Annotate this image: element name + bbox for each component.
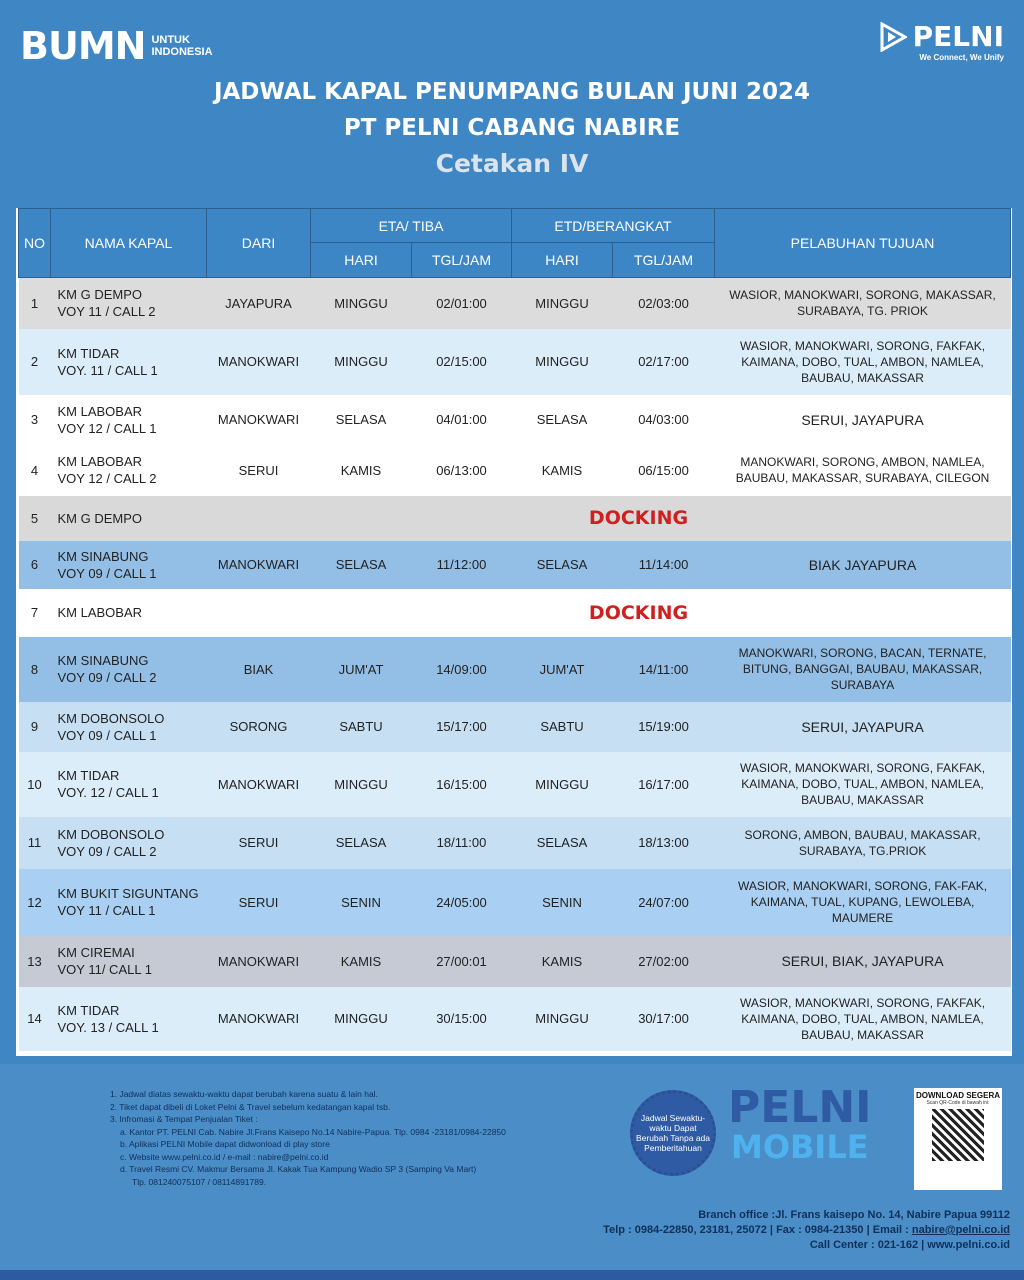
cell-dari: SERUI xyxy=(238,835,279,850)
ship-name: KM TIDAR xyxy=(57,1002,120,1018)
cell-etd_hari: MINGGU xyxy=(535,354,589,369)
voyage: VOY. 12 / CALL 1 xyxy=(57,785,159,800)
cell-tujuan: SORONG, AMBON, BAUBAU, MAKASSAR, SURABAYA, TG.PRIOK xyxy=(744,827,981,858)
table-row xyxy=(19,936,1011,987)
cell-tujuan: WASIOR, MANOKWARI, SORONG, FAK-FAK, KAIMANA, TUAL, KUPANG, LEWOLEBA, MAUMERE xyxy=(737,879,988,925)
cell-no: 13 xyxy=(27,953,42,969)
cell-eta_hari: JUM'AT xyxy=(338,661,384,677)
cell-no: 7 xyxy=(30,605,39,620)
cell-eta_hari: MINGGU xyxy=(334,1011,388,1026)
cell-tujuan: WASIOR, MANOKWARI, SORONG, MAKASSAR, SURABAYA, TG. PRIOK xyxy=(729,288,996,319)
cell-eta_tgl: 04/01:00 xyxy=(436,412,487,427)
cell-no: 9 xyxy=(30,719,39,734)
cell-etd_tgl: 24/07:00 xyxy=(638,894,689,910)
col-eta: ETA/ TIBA xyxy=(311,209,512,243)
cell-dari: MANOKWARI xyxy=(217,1011,300,1026)
cell-no: 6 xyxy=(30,557,39,572)
col-etd-hari: HARI xyxy=(512,243,613,278)
disclaimer-seal: Jadwal Sewaktu-waktu Dapat Berubah Tanpa ada Pemberitahuan xyxy=(630,1090,716,1176)
cell-kapal xyxy=(51,637,207,702)
cell-etd_hari: SELASA xyxy=(536,557,588,572)
cell-kapal xyxy=(51,395,207,445)
cell-eta_hari: KAMIS xyxy=(340,953,382,969)
cell-dari: MANOKWARI xyxy=(217,557,300,572)
table-row xyxy=(19,329,1011,395)
note: d. Travel Resmi CV. Makmur Bersama Jl. Kakak Tua Kampung Wadio SP 3 (Samping Va Mart) xyxy=(120,1164,477,1174)
footer xyxy=(0,1064,1024,1280)
cell-dari: BIAK xyxy=(243,661,274,677)
ship-name: KM LABOBAR xyxy=(57,403,143,419)
table-row xyxy=(19,395,1011,445)
cell-eta_hari: SENIN xyxy=(341,894,381,910)
cell-no: 8 xyxy=(30,661,39,677)
cell-eta_tgl: 02/01:00 xyxy=(436,295,487,311)
cell-eta_hari: MINGGU xyxy=(334,295,388,311)
note: 2. Tiket dapat dibeli di Loket Pelni & Travel sebelum kedatangan kapal tsb. xyxy=(110,1101,391,1112)
table-row xyxy=(19,278,1011,329)
cell-dari: MANOKWARI xyxy=(217,412,300,427)
note: 3. Infromasi & Tempat Penjualan Tiket : xyxy=(110,1114,258,1124)
cell-no: 12 xyxy=(27,894,42,910)
cell-etd_tgl: 30/17:00 xyxy=(638,1011,689,1026)
cell-tujuan: MANOKWARI, SORONG, AMBON, NAMLEA, BAUBAU, MAKASSAR, SURABAYA, CILEGON xyxy=(735,455,990,485)
cell-kapal xyxy=(51,987,207,1051)
table-row xyxy=(19,987,1011,1051)
voyage: VOY. 13 / CALL 1 xyxy=(57,1019,159,1035)
cell-tujuan: BIAK JAYAPURA xyxy=(808,556,917,573)
cell-dari: MANOKWARI xyxy=(217,354,300,369)
cell-tujuan: MANOKWARI, SORONG, BACAN, TERNATE, BITUNG, BANGGAI, BAUBAU, MAKASSAR, SURABAYA xyxy=(738,646,987,692)
col-dari: DARI xyxy=(207,209,311,278)
ship-name: KM LABOBAR xyxy=(57,454,143,469)
cell-etd_hari: MINGGU xyxy=(535,776,589,792)
cell-kapal: KM LABOBAR xyxy=(57,605,143,620)
voyage: VOY 09 / CALL 2 xyxy=(57,843,157,859)
cell-tujuan: WASIOR, MANOKWARI, SORONG, FAKFAK, KAIMANA, DOBO, TUAL, AMBON, NAMLEA, BAUBAU, MAKASSAR xyxy=(739,338,986,385)
col-nama-kapal: NAMA KAPAL xyxy=(51,209,207,278)
cell-eta_tgl: 16/15:00 xyxy=(436,776,487,792)
cell-dari: MANOKWARI xyxy=(217,953,300,969)
bumn-logo: BUMN UNTUK INDONESIA xyxy=(20,24,213,68)
cell-kapal xyxy=(51,541,207,589)
cell-no: 10 xyxy=(27,776,42,792)
cell-tujuan: SERUI, JAYAPURA xyxy=(801,411,924,428)
cell-kapal xyxy=(51,936,207,987)
cell-dari: SERUI xyxy=(238,462,279,478)
pelni-logo: PELNI We Connect, We Unify xyxy=(879,20,1004,62)
cell-eta_hari: SELASA xyxy=(335,557,387,572)
schedule-table-container xyxy=(16,208,1012,1056)
note: c. Website www.pelni.co.id / e-mail : nabire@pelni.co.id xyxy=(120,1151,329,1162)
cell-etd_tgl: 02/17:00 xyxy=(638,354,689,369)
cell-etd_hari: SABTU xyxy=(540,719,584,734)
ship-name: KM TIDAR xyxy=(57,345,120,361)
cell-etd_tgl: 18/13:00 xyxy=(638,835,689,850)
cell-eta_tgl: 24/05:00 xyxy=(436,894,487,910)
cell-eta_tgl: 14/09:00 xyxy=(436,661,487,677)
table-row xyxy=(19,541,1011,589)
cell-no: 5 xyxy=(30,510,39,526)
title: JADWAL KAPAL PENUMPANG BULAN JUNI 2024 xyxy=(213,79,811,105)
cell-no: 4 xyxy=(30,462,39,478)
cell-etd_hari: KAMIS xyxy=(541,462,583,478)
table-row xyxy=(19,752,1011,817)
voyage: VOY 09 / CALL 1 xyxy=(57,565,157,581)
table-row xyxy=(19,702,1011,752)
cell-no: 2 xyxy=(30,354,39,369)
edition: Cetakan IV xyxy=(435,149,589,178)
cell-no: 11 xyxy=(27,835,42,850)
cell-eta_hari: SELASA xyxy=(335,412,387,427)
col-etd-tgl: TGL/JAM xyxy=(613,243,715,278)
cell-kapal xyxy=(51,752,207,817)
cell-eta_tgl: 27/00:01 xyxy=(436,953,487,969)
voyage: VOY 11/ CALL 1 xyxy=(57,962,152,977)
cell-etd_hari: JUM'AT xyxy=(539,661,585,677)
note: Tlp. 081240075107 / 08114891789. xyxy=(132,1176,267,1187)
cell-kapal xyxy=(51,445,207,496)
cell-etd_tgl: 11/14:00 xyxy=(638,557,689,572)
cell-tujuan: WASIOR, MANOKWARI, SORONG, FAKFAK, KAIMANA, DOBO, TUAL, AMBON, NAMLEA, BAUBAU, MAKASSAR xyxy=(739,995,986,1042)
ship-name: KM DOBONSOLO xyxy=(57,826,165,842)
ship-name: KM G DEMPO xyxy=(57,287,143,303)
qr-code-icon[interactable] xyxy=(932,1109,984,1161)
cell-etd_hari: MINGGU xyxy=(535,1011,589,1026)
cell-eta_tgl: 18/11:00 xyxy=(436,835,487,850)
cell-eta_tgl: 15/17:00 xyxy=(436,719,487,734)
cell-dari: MANOKWARI xyxy=(217,776,300,792)
email-link[interactable]: nabire@pelni.co.id xyxy=(911,1224,1010,1236)
cell-eta_tgl: 02/15:00 xyxy=(436,354,487,369)
cell-etd_tgl: 14/11:00 xyxy=(638,661,689,677)
col-tujuan: PELABUHAN TUJUAN xyxy=(715,209,1011,278)
qr-download[interactable]: DOWNLOAD SEGERA Scan QR-Code di bawah ini: xyxy=(914,1088,1002,1190)
col-eta-hari: HARI xyxy=(311,243,412,278)
cell-etd_tgl: 27/02:00 xyxy=(638,953,689,969)
cell-tujuan: WASIOR, MANOKWARI, SORONG, FAKFAK, KAIMANA, DOBO, TUAL, AMBON, NAMLEA, BAUBAU, MAKASSAR xyxy=(739,761,986,807)
voyage: VOY 12 / CALL 1 xyxy=(57,420,157,436)
col-no: NO xyxy=(19,209,51,278)
voyage: VOY 09 / CALL 2 xyxy=(57,670,157,685)
website-link[interactable]: www.pelni.co.id xyxy=(927,1239,1010,1251)
cell-etd_tgl: 06/15:00 xyxy=(638,462,689,478)
cell-eta_tgl: 11/12:00 xyxy=(436,557,487,572)
cell-etd_tgl: 16/17:00 xyxy=(638,776,689,792)
table-row xyxy=(19,445,1011,496)
cell-kapal xyxy=(51,869,207,936)
cell-no: 14 xyxy=(27,1011,42,1026)
subtitle: PT PELNI CABANG NABIRE xyxy=(343,115,681,141)
cell-no: 3 xyxy=(30,412,39,427)
cell-kapal xyxy=(51,278,207,329)
table-row xyxy=(19,817,1011,869)
note: 1. Jadwal diatas sewaktu-waktu dapat berubah karena suatu & lain hal. xyxy=(110,1089,378,1099)
cell-etd_hari: SELASA xyxy=(536,835,588,850)
cell-tujuan: SERUI, JAYAPURA xyxy=(801,718,924,735)
fax: Fax : 0984-21350 xyxy=(776,1224,864,1236)
cell-kapal xyxy=(51,817,207,869)
voyage: VOY 11 / CALL 2 xyxy=(57,304,156,320)
voyage: VOY. 11 / CALL 1 xyxy=(57,362,158,378)
cell-eta_tgl: 30/15:00 xyxy=(436,1011,487,1026)
ship-name: KM BUKIT SIGUNTANG xyxy=(57,886,199,901)
cell-eta_hari: KAMIS xyxy=(340,462,382,478)
table-row xyxy=(19,637,1011,702)
cell-etd_hari: SENIN xyxy=(542,894,582,910)
schedule-table xyxy=(18,208,1011,1051)
notes xyxy=(110,1088,506,1188)
cell-kapal xyxy=(51,702,207,752)
voyage: VOY 12 / CALL 2 xyxy=(57,471,157,486)
cell-dari: SORONG xyxy=(229,719,288,734)
cell-dari: SERUI xyxy=(238,894,279,910)
ship-name: KM TIDAR xyxy=(57,768,120,783)
cell-kapal xyxy=(51,329,207,395)
col-eta-tgl: TGL/JAM xyxy=(412,243,512,278)
telp: Telp : 0984-22850, 23181, 25072 xyxy=(603,1224,767,1236)
table-row xyxy=(19,869,1011,936)
table-row xyxy=(19,496,1011,541)
cell-etd_tgl: 02/03:00 xyxy=(638,295,689,311)
cell-eta_tgl: 06/13:00 xyxy=(436,462,487,478)
cell-eta_hari: MINGGU xyxy=(334,354,388,369)
pelni-mobile-logo: PELNI MOBILE xyxy=(728,1082,872,1166)
cell-eta_hari: MINGGU xyxy=(334,776,388,792)
branch-office: Branch office :Jl. Frans kaisepo No. 14, Nabire Papua 99112 xyxy=(698,1209,1010,1221)
cell-etd_hari: SELASA xyxy=(536,412,588,427)
cell-etd_tgl: 04/03:00 xyxy=(638,412,689,427)
cell-etd_hari: MINGGU xyxy=(535,295,589,311)
docking-status: DOCKING xyxy=(588,601,689,624)
cell-dari: JAYAPURA xyxy=(225,295,292,311)
ship-name: KM SINABUNG xyxy=(57,548,149,564)
ship-name: KM CIREMAI xyxy=(57,945,135,960)
cell-tujuan: SERUI, BIAK, JAYAPURA xyxy=(781,953,944,969)
ship-name: KM SINABUNG xyxy=(57,653,149,668)
cell-eta_hari: SABTU xyxy=(339,719,383,734)
bottom-bar xyxy=(0,1270,1024,1280)
note: b. Aplikasi PELNI Mobile dapat didwonload di play store xyxy=(120,1139,330,1149)
cell-eta_hari: SELASA xyxy=(335,835,387,850)
table-row xyxy=(19,589,1011,637)
cell-etd_hari: KAMIS xyxy=(541,953,583,969)
col-etd: ETD/BERANGKAT xyxy=(512,209,715,243)
voyage: VOY 11 / CALL 1 xyxy=(57,903,156,918)
cell-kapal: KM G DEMPO xyxy=(57,510,143,526)
ship-name: KM DOBONSOLO xyxy=(57,710,165,726)
header xyxy=(0,0,1024,200)
cell-no: 1 xyxy=(30,295,39,311)
docking-status: DOCKING xyxy=(588,507,689,529)
note: a. Kantor PT. PELNI Cab. Nabire Jl.Frans Kaisepo No.14 Nabire-Papua. Tlp. 0984 -23181/0984-22850 xyxy=(120,1126,506,1137)
call-center: Call Center : 021-162 xyxy=(809,1239,919,1251)
contact-info: Branch office :Jl. Frans kaisepo No. 14, Nabire Papua 99112 Telp : 0984-22850, 23181, 25072 | Fax : 0984-21350 | Email : nabire@pelni.co.id Call Center : 021-162 | www.pelni.co.id xyxy=(603,1209,1010,1251)
pelni-logo-icon xyxy=(879,22,907,52)
cell-etd_tgl: 15/19:00 xyxy=(638,719,689,734)
voyage: VOY 09 / CALL 1 xyxy=(57,727,157,743)
